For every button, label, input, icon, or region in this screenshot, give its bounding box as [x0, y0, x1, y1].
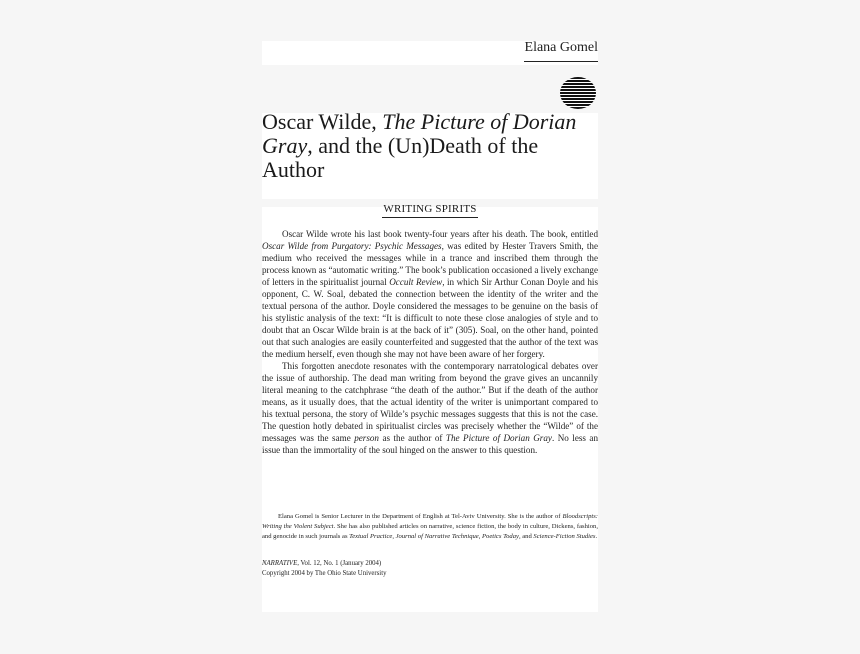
body-text [262, 228, 598, 456]
journal-issue-line [262, 559, 598, 569]
text-run: This forgotten anecdote resonates with the contemporary narratological debates over the issue of authorship. The dead man writing from beyond the grave gives an uncannily literal meaning to the catchphrase “the death of the author.” But if the death of the author means, as it usually does, that the actual identity of the writer is unimportant compared to his textual persona, the story of Wilde’s psychic messages suggests that this is not the case. The question hotly debated in spiritualist circles was precisely whether the “Wilde” of the messages was the same [262, 361, 598, 443]
text-run: as the author of [378, 433, 446, 443]
section-heading-text: WRITING SPIRITS [382, 203, 477, 218]
italic-run: person [354, 433, 379, 443]
text-run: , was edited by Hester Travers Smith, the medium who received the messages while in a trance and inscribed them through the process known as “automatic writing.” The book’s publication occasioned a lively exchange of letters in the spiritualist journal [262, 241, 598, 287]
italic-run: Poetics Today [482, 533, 519, 540]
title-part-2: , and the (Un)Death of the Author [262, 133, 539, 182]
italic-run: Journal of Narrative Technique [395, 533, 479, 540]
issue-info: , Vol. 12, No. 1 (January 2004) [297, 560, 382, 567]
paragraph-1 [262, 228, 598, 360]
text-run: , in which Sir Arthur Conan Doyle and his opponent, C. W. Soal, debated the connection between the identity of the writer and the textual persona of the author. Doyle considered the messages to be genuine on the basis of his stylistic analysis of the text: “It is difficult to note these close analogies of style and to doubt that an Oscar Wilde brain is at the back of it” (305). Soal, on the other hand, pointed out that such analogies are easily counterfeited and suggested that the author of the text was the medium herself, even though she may not have been aware of her forgery. [262, 277, 598, 359]
italic-run: Bloodscripts: Writing the Violent Subject [262, 513, 598, 530]
text-run: , and [518, 533, 534, 540]
italic-run: Occult Review [389, 277, 443, 287]
article-title [262, 110, 598, 182]
title-part-1: Oscar Wilde, [262, 109, 383, 134]
italic-run: The Picture of Dorian Gray [445, 433, 552, 443]
journal-name: NARRATIVE [262, 560, 298, 567]
title-italic: The Picture of Dorian Gray [262, 109, 577, 158]
paragraph-2 [262, 360, 598, 456]
text-run: , [478, 533, 483, 540]
text-run: . She has also published articles on narrative, science fiction, the body in culture, Dickens, fashion, and genocide in such journals as [262, 523, 598, 540]
text-run: Oscar Wilde wrote his last book twenty-four years after his death. The book, entitled [282, 229, 598, 239]
italic-run: Science-Fiction Studies [533, 533, 596, 540]
text-run: , [392, 533, 396, 540]
italic-run: Textual Practice [349, 533, 393, 540]
author-rule [524, 61, 598, 62]
copyright-line: Copyright 2004 by The Ohio State University [262, 570, 387, 577]
author-footnote [262, 512, 598, 542]
italic-run: Oscar Wilde from Purgatory: Psychic Messages [262, 241, 442, 251]
running-author: Elana Gomel [524, 40, 598, 55]
article-page [262, 41, 598, 612]
text-run: . No less an issue than the immortality of the soul hinged on the answer to this question. [262, 433, 598, 455]
text-run: Elana Gomel is Senior Lecturer in the Department of English at Tel-Aviv University. She is the author of [278, 513, 563, 520]
publication-info [262, 559, 598, 579]
journal-logo-icon [560, 77, 596, 109]
text-run: . [595, 533, 598, 540]
section-heading [262, 203, 598, 218]
